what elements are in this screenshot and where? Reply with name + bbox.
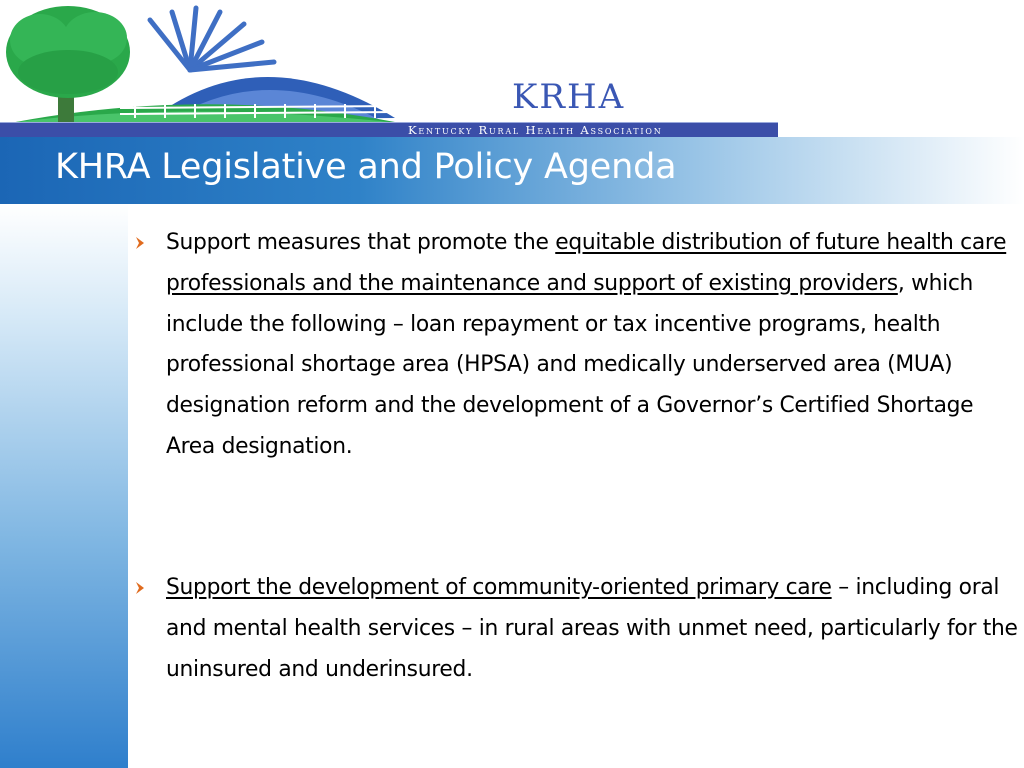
slide-title: KHRA Legislative and Policy Agenda — [55, 147, 677, 187]
arrow-bullet-icon — [133, 568, 147, 608]
bullet-text-underlined: Support the development of community-oriented primary care — [166, 575, 832, 600]
krha-logo-artwork — [0, 0, 780, 140]
bullet-text-underlined: equitable distribution of future health care professionals and the maintenance and support of existing providers — [166, 230, 1007, 296]
sun-rays-icon — [150, 8, 274, 70]
bullet-text-segment: Support measures that promote the — [166, 230, 556, 255]
bullet-text — [166, 568, 1018, 690]
left-gradient-strip — [0, 204, 128, 768]
slide-content — [128, 204, 1024, 768]
bullet-text-segment: – including oral and mental health services – in rural areas with unmet need, particularly for the uninsured and underinsured. — [166, 575, 1018, 682]
organization-name: Kentucky Rural Health Association — [408, 123, 663, 137]
tree-icon — [6, 6, 130, 122]
bullet-text-segment: , which include the following – loan repayment or tax incentive programs, health professional shortage area (HPSA) and medically underserved area (MUA) designation reform and the development of a Governor’s Certified Shortage Area designation. — [166, 270, 974, 459]
krha-abbreviation: KRHA — [512, 77, 626, 117]
arrow-bullet-icon — [133, 223, 147, 263]
bullet-text — [166, 223, 1018, 468]
